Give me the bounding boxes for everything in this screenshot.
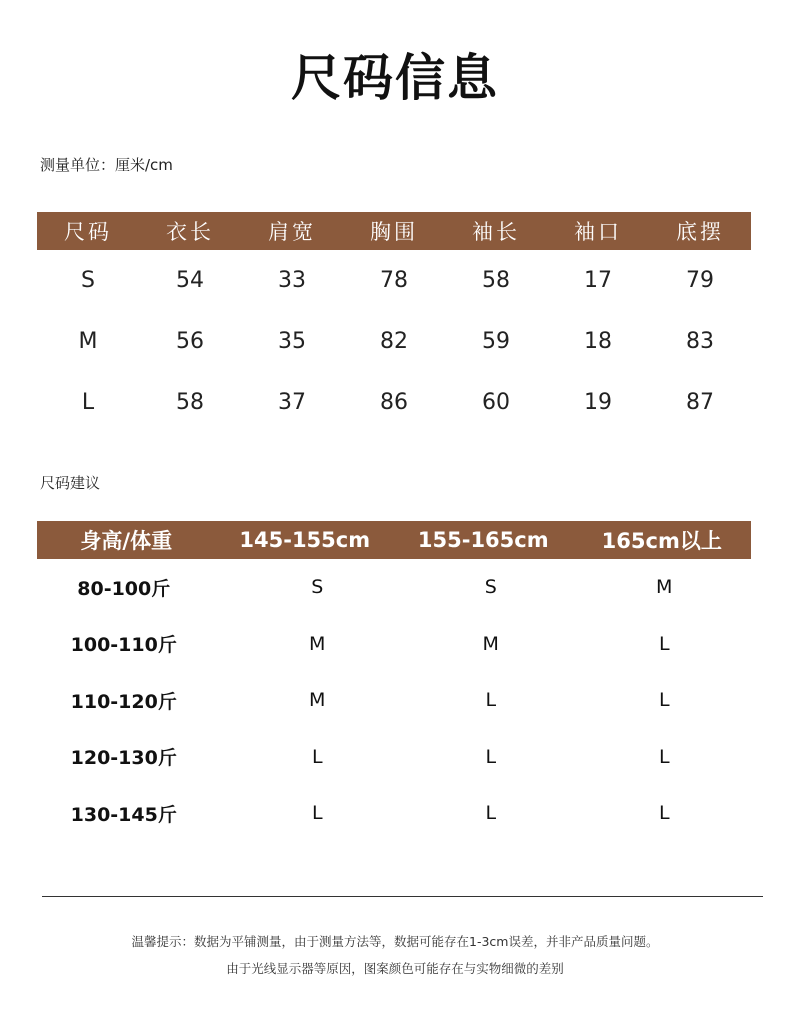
table-cell: 87: [686, 390, 714, 415]
table-cell: M: [309, 689, 326, 712]
table-cell: 60: [482, 390, 510, 415]
size-advice-label: 尺码建议: [40, 474, 101, 492]
table-cell: 83: [686, 329, 714, 354]
table-cell: 19: [584, 390, 612, 415]
header-cell-height-range: 145-155cm: [239, 528, 371, 552]
table-row: [37, 785, 751, 842]
header-cell-height-range: 155-165cm: [417, 528, 549, 552]
header-cell-size: 尺码: [64, 220, 112, 244]
table-cell: 86: [380, 390, 408, 415]
table-row: [37, 672, 751, 729]
table-cell: M: [78, 329, 98, 354]
table-cell: 17: [584, 268, 612, 293]
header-cell-chest: 胸围: [370, 220, 418, 244]
table-cell: M: [656, 576, 673, 599]
table-row: [37, 559, 751, 616]
table-cell: L: [81, 390, 95, 415]
divider: [42, 896, 763, 897]
table-cell: L: [311, 745, 323, 768]
header-cell-shoulder: 肩宽: [268, 220, 316, 244]
table-row: [37, 372, 751, 433]
table-cell: L: [311, 802, 323, 825]
weight-cell: 110-120斤: [70, 690, 177, 713]
table-cell: 78: [380, 268, 408, 293]
table-cell: L: [485, 802, 497, 825]
table-cell: L: [658, 802, 670, 825]
table-cell: S: [81, 268, 95, 293]
table-cell: 37: [278, 390, 306, 415]
table-cell: 33: [278, 268, 306, 293]
page-title: 尺码信息: [291, 49, 499, 107]
table-cell: S: [311, 576, 324, 599]
table-cell: L: [485, 745, 497, 768]
header-cell-height-range: 165cm以上: [601, 529, 722, 553]
recommend-table: [37, 521, 751, 842]
table-cell: 79: [686, 268, 714, 293]
table-cell: 59: [482, 329, 510, 354]
table-cell: 58: [482, 268, 510, 293]
header-cell-hem: 底摆: [676, 220, 724, 244]
unit-label: 测量单位：厘米/cm: [40, 156, 173, 174]
weight-cell: 130-145斤: [70, 803, 177, 826]
table-row: [37, 616, 751, 673]
table-row: [37, 729, 751, 786]
table-cell: M: [482, 632, 499, 655]
size-table-header: [37, 212, 751, 250]
measurement-note: 温馨提示：数据为平铺测量，由于测量方法等，数据可能存在1-3cm误差，并非产品质量问题。: [131, 934, 659, 949]
color-note: 由于光线显示器等原因，图案颜色可能存在与实物细微的差别: [226, 961, 564, 976]
table-cell: L: [658, 745, 670, 768]
table-cell: 35: [278, 329, 306, 354]
table-cell: 56: [176, 329, 204, 354]
recommend-table-header: [37, 521, 751, 559]
table-cell: S: [484, 576, 497, 599]
header-cell-cuff: 袖口: [574, 220, 622, 244]
table-row: [37, 250, 751, 311]
table-cell: 54: [176, 268, 204, 293]
header-cell-length: 衣长: [166, 220, 214, 244]
size-table: [37, 212, 751, 433]
table-cell: L: [658, 632, 670, 655]
table-cell: L: [658, 689, 670, 712]
table-cell: 82: [380, 329, 408, 354]
table-cell: M: [309, 632, 326, 655]
header-cell-sleeve: 袖长: [472, 220, 520, 244]
table-row: [37, 311, 751, 372]
weight-cell: 100-110斤: [70, 634, 177, 657]
table-cell: 58: [176, 390, 204, 415]
header-cell-height-weight: 身高/体重: [80, 529, 173, 553]
weight-cell: 80-100斤: [77, 577, 171, 600]
table-cell: 18: [584, 329, 612, 354]
weight-cell: 120-130斤: [70, 747, 177, 770]
table-cell: L: [485, 689, 497, 712]
